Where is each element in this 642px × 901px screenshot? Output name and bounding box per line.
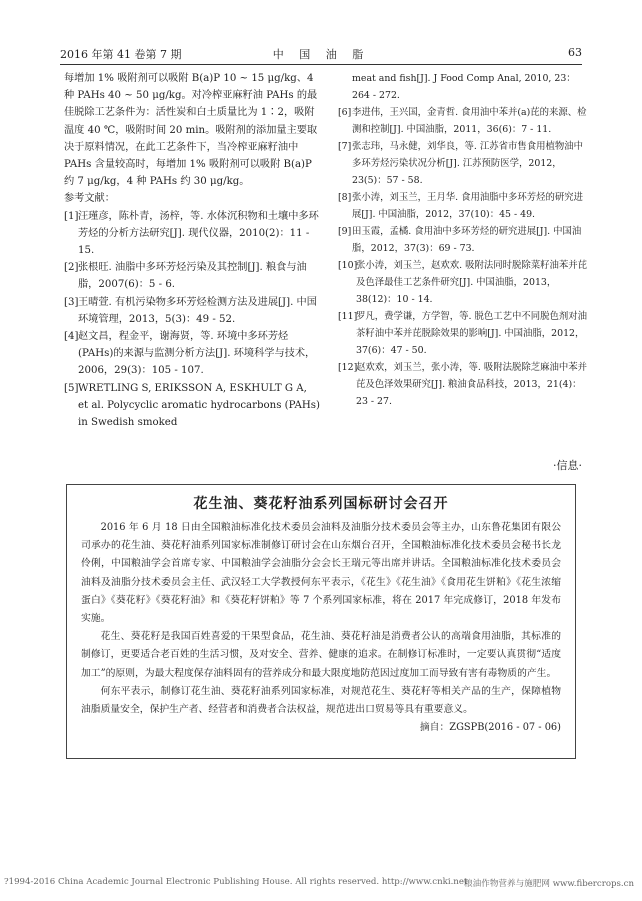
reference-item: [9] 田玉霞，孟橘. 食用油中多环芳烃的研究进展[J]. 中国油脂，2012，37(3)：69 - 73. xyxy=(338,226,582,254)
reference-item: [10] 张小涛，刘玉兰，赵欢欢. 吸附法同时脱除菜籽油苯并芘及色泽最佳工艺条件研究[J]. 中国油脂，2013，38(12)：10 - 14. xyxy=(338,260,587,305)
reference-continuation: meat and fish[J]. J Food Comp Anal, 2010, 23：264 - 272. xyxy=(352,73,576,101)
left-column xyxy=(64,70,320,431)
journal-name: 中 国 油 脂 xyxy=(272,48,370,61)
news-paragraph: 花生、葵花籽是我国百姓喜爱的干果型食品，花生油、葵花籽油是消费者公认的高端食用油脂，其标准的制修订，更要适合老百姓的生活习惯，及对安全、营养、健康的追求。在制修订标准时，一定要认真贯彻“适度加工”的原则，为最大程度保存油料固有的营养成分和最大限度地防范因过度加工而导致有害有毒物质的产生。 xyxy=(81,631,561,679)
news-paragraph: 2016 年 6 月 18 日由全国粮油标准化技术委员会油料及油脂分技术委员会等主办，山东鲁花集团有限公司承办的花生油、葵花籽油系列国家标准制修订研讨会在山东烟台召开，全国粮油标准化技术委员会秘书长龙伶俐，中国粮油学会首席专家、中国粮油学会油脂分会会长王瑞元等出席并讲话。全国粮油标准化技术委员会油料及油脂分技术委员会主任、武汉轻工大学教授何东平表示，《花生》《花生油》《食用花生饼粕》《花生浓缩蛋白》《葵花籽》《葵花籽油》和《葵花籽饼粕》等 7 个系列国家标准，将在 2017 年完成修订，2018 年发布实施。 xyxy=(81,522,561,625)
reference-item: [4] 赵文昌，程金平，谢海贤，等. 环境中多环芳烃(PAHs)的来源与监测分析方法[J]. 环境科学与技术，2006，29(3)：105 - 107. xyxy=(64,331,316,377)
right-column xyxy=(338,70,592,410)
page-header xyxy=(60,46,582,64)
watermark-text: 粮油作物营养与施肥网 www.fibercrops.cn xyxy=(464,879,634,889)
news-paragraph: 何东平表示，制修订花生油、葵花籽油系列国家标准，对规范花生、葵花籽等相关产品的生产，保障植物油脂质量安全，保护生产者、经营者和消费者合法权益，规范进出口贸易等具有重要意义。 xyxy=(81,685,561,716)
news-title: 花生油、葵花籽油系列国标研讨会召开 xyxy=(193,496,449,512)
copyright-notice: ?1994-2016 China Academic Journal Electronic Publishing House. All rights reserved. http://www.cnki.net xyxy=(4,877,468,887)
reference-item: [6] 李进伟，王兴国，金青哲. 食用油中苯并(a)芘的来源、检测和控制[J]. 中国油脂，2011，36(6)：7 - 11. xyxy=(338,107,587,135)
page-number: 63 xyxy=(568,46,582,59)
news-body xyxy=(81,519,561,737)
news-source: 摘自：ZGSPB(2016 - 07 - 06) xyxy=(419,722,561,734)
reference-item: [1] 汪瑾彦，陈朴青，汤梓，等. 水体沉积物和土壤中多环芳烃的分析方法研究[J]. 现代仪器，2010(2)：11 - 15. xyxy=(64,210,319,257)
info-label: ·信息· xyxy=(553,459,582,472)
reference-item: [5] WRETLING S, ERIKSSON A, ESKHULT G A, et al. Polycyclic aromatic hydrocarbons (PAHs) in Swedish smoked xyxy=(64,382,321,429)
body-paragraph: 每增加 1% 吸附剂可以吸附 B(a)P 10 ~ 15 μg/kg、4 种 PAHs 40 ~ 50 μg/kg。对冷榨亚麻籽油 PAHs 的最佳脱除工艺条件为：活性炭和白土质量比为 1∶2，吸附温度 40 ℃，吸附时间 20 min。吸附剂的添加量主要取决于原料情况，在此工艺条件下，当冷榨亚麻籽油中 PAHs 含量较高时，每增加 1% 吸附剂可以吸附 B(a)P 约 7 μg/kg，4 种 PAHs 约 30 μg/kg。 xyxy=(64,73,318,188)
news-box xyxy=(66,484,576,759)
reference-item: [11] 罗凡，费学谦，方学智，等. 脱色工艺中不同脱色剂对油茶籽油中苯并芘脱除效果的影响[J]. 中国油脂，2012，37(6)：47 - 50. xyxy=(338,311,587,356)
reference-item: [8] 张小涛，刘玉兰，王月华. 食用油脂中多环芳烃的研究进展[J]. 中国油脂，2012，37(10)：45 - 49. xyxy=(338,192,583,220)
header-rule xyxy=(60,64,582,65)
reference-list xyxy=(338,104,592,410)
reference-item: [2] 张根旺. 油脂中多环芳烃污染及其控制[J]. 粮食与油脂，2007(6)：5 - 6. xyxy=(64,262,307,291)
issue-info: 2016 年第 41 卷第 7 期 xyxy=(60,48,182,61)
reference-item: [12] 赵欢欢，刘玉兰，张小涛，等. 吸附法脱除芝麻油中苯并芘及色泽效果研究[J]. 粮油食品科技，2013，21(4)：23 - 27. xyxy=(338,362,587,407)
reference-item: [7] 张志玮，马永健，刘华良，等. 江苏省市售食用植物油中多环芳烃污染状况分析[J]. 江苏预防医学，2012，23(5)：57 - 58. xyxy=(338,141,583,186)
reference-list xyxy=(64,208,320,432)
reference-item: [3] 王晴萱. 有机污染物多环芳烃检测方法及进展[J]. 中国环境管理，2013，5(3)：49 - 52. xyxy=(64,296,317,325)
references-heading: 参考文献： xyxy=(64,193,115,205)
